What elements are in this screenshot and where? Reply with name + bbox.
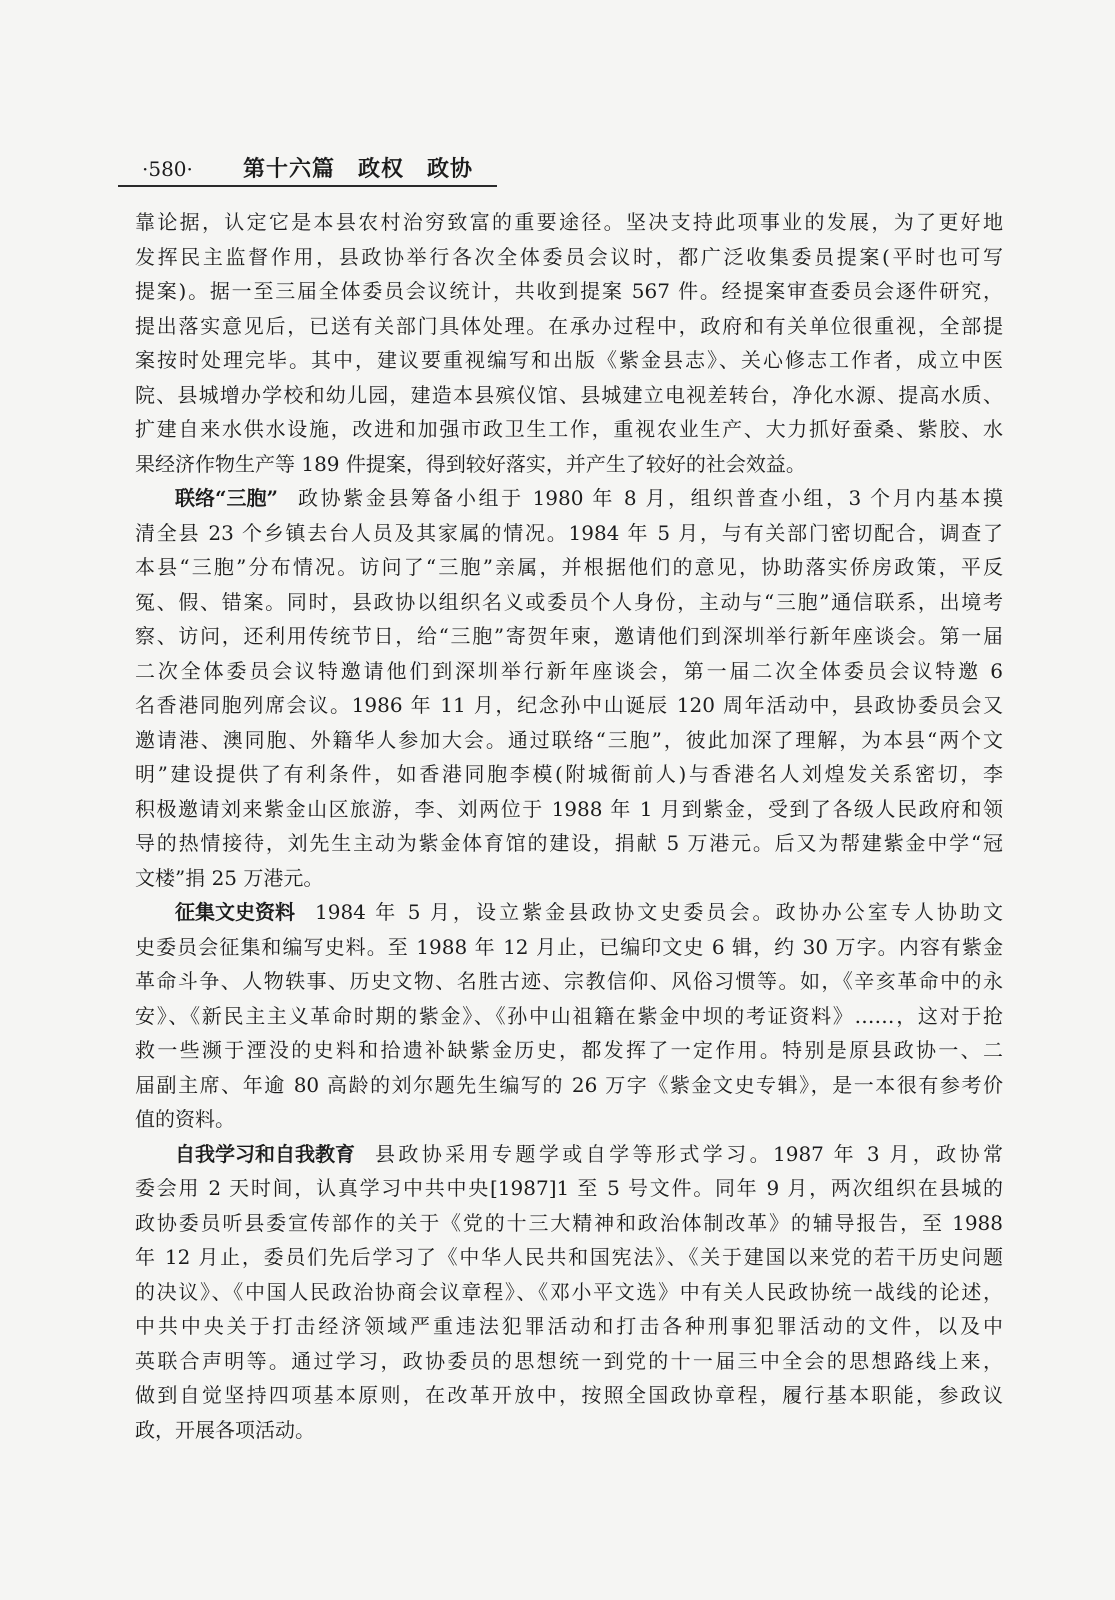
text-line: 案按时处理完毕。其中，建议要重视编写和出版《紫金县志》、关心修志工作者，成立中医	[135, 348, 1003, 372]
text-line: 靠论据，认定它是本县农村治穷致富的重要途径。坚决支持此项事业的发展，为了更好地	[135, 210, 1003, 234]
text-line: 政，开展各项活动。	[135, 1417, 315, 1442]
text-line: 导的热情接待，刘先生主动为紫金体育馆的建设，捐献 5 万港元。后又为帮建紫金中学“冠	[135, 831, 1003, 855]
text-line: 革命斗争、人物轶事、历史文物、名胜古迹、宗教信仰、风俗习惯等。如，《辛亥革命中的永	[135, 969, 1003, 993]
text-line-content: 1984 年 5 月，设立紫金县政协文史委员会。政协办公室专人协助文	[315, 900, 1003, 924]
page-number: ·580·	[142, 157, 193, 181]
text-line-content: 县政协采用专题学或自学等形式学习。1987 年 3 月，政协常	[375, 1141, 1003, 1166]
text-line: 文楼”捐 25 万港元。	[135, 865, 324, 890]
text-line: 发挥民主监督作用，县政协举行各次全体委员会议时，都广泛收集委员提案(平时也可写	[135, 244, 1003, 269]
text-line: 院、县城增办学校和幼儿园，建造本县殡仪馆、县城建立电视差转台，净化水源、提高水质、	[135, 382, 1003, 407]
text-line: 提案)。据一至三届全体委员会议统计，共收到提案 567 件。经提案审查委员会逐件研究，	[135, 279, 1003, 303]
section-heading: 征集文史资料	[175, 900, 295, 924]
text-line: 史委员会征集和编写史料。至 1988 年 12 月止，已编印文史 6 辑，约 30 万字。内容有紫金	[135, 934, 1003, 959]
body-text	[135, 205, 1003, 1447]
paragraph	[135, 481, 1003, 895]
text-line: 届副主席、年逾 80 高龄的刘尔题先生编写的 26 万字《紫金文史专辑》，是一本很有参考价	[135, 1072, 1003, 1097]
section-heading: 联络“三胞”	[175, 486, 279, 510]
text-line: 值的资料。	[135, 1107, 235, 1131]
text-line: 委会用 2 天时间，认真学习中共中央[1987]1 至 5 号文件。同年 9 月，两次组织在县城的	[135, 1176, 1003, 1200]
paragraph	[135, 895, 1003, 1137]
text-line: 中共中央关于打击经济领域严重违法犯罪活动和打击各种刑事犯罪活动的文件，以及中	[135, 1314, 1003, 1338]
text-line-content: 政协紫金县筹备小组于 1980 年 8 月，组织普查小组，3 个月内基本摸	[298, 486, 1003, 510]
text-line: 本县“三胞”分布情况。访问了“三胞”亲属，并根据他们的意见，协助落实侨房政策，平反	[135, 555, 1003, 579]
text-line: 果经济作物生产等 189 件提案，得到较好落实，并产生了较好的社会效益。	[135, 451, 806, 476]
text-line: 的决议》、《中国人民政治协商会议章程》、《邓小平文选》中有关人民政协统一战线的论述，	[135, 1279, 1003, 1304]
text-line: 明”建设提供了有利条件，如香港同胞李模(附城衙前人)与香港名人刘煌发关系密切，李	[135, 762, 1003, 786]
section-heading: 自我学习和自我教育	[175, 1141, 355, 1166]
text-line	[135, 895, 1003, 930]
text-line: 清全县 23 个乡镇去台人员及其家属的情况。1984 年 5 月，与有关部门密切配合，调查了	[135, 520, 1003, 545]
text-line	[135, 481, 1003, 516]
text-line: 二次全体委员会议特邀请他们到深圳举行新年座谈会，第一届二次全体委员会议特邀 6	[135, 658, 1003, 683]
text-line: 救一些濒于湮没的史料和拾遗补缺紫金历史，都发挥了一定作用。特别是原县政协一、二	[135, 1038, 1003, 1062]
running-header	[118, 154, 497, 187]
chapter-title: 第十六篇 政权 政协	[243, 156, 474, 182]
text-line: 扩建自来水供水设施，改进和加强市政卫生工作，重视农业生产、大力抓好蚕桑、紫胶、水	[135, 417, 1003, 441]
text-line: 年 12 月止，委员们先后学习了《中华人民共和国宪法》、《关于建国以来党的若干历史问题	[135, 1245, 1003, 1269]
text-line: 察、访问，还利用传统节日，给“三胞”寄贺年柬，邀请他们到深圳举行新年座谈会。第一届	[135, 624, 1003, 648]
text-line: 邀请港、澳同胞、外籍华人参加大会。通过联络“三胞”，彼此加深了理解，为本县“两个文	[135, 727, 1003, 752]
text-line: 英联合声明等。通过学习，政协委员的思想统一到党的十一届三中全会的思想路线上来，	[135, 1348, 1003, 1373]
text-line: 积极邀请刘来紫金山区旅游，李、刘两位于 1988 年 1 月到紫金，受到了各级人民政府和领	[135, 796, 1003, 821]
text-line: 冤、假、错案。同时，县政协以组织名义或委员个人身份，主动与“三胞”通信联系，出境考	[135, 589, 1003, 614]
paragraph	[135, 205, 1003, 481]
text-line: 做到自觉坚持四项基本原则，在改革开放中，按照全国政协章程，履行基本职能，参政议	[135, 1383, 1003, 1407]
text-line: 政协委员听县委宣传部作的关于《党的十三大精神和政治体制改革》的辅导报告，至 1988	[135, 1210, 1003, 1235]
text-line: 名香港同胞列席会议。1986 年 11 月，纪念孙中山诞辰 120 周年活动中，县政协委员会又	[135, 693, 1003, 717]
text-line: 提出落实意见后，已送有关部门具体处理。在承办过程中，政府和有关单位很重视，全部提	[135, 313, 1003, 338]
text-line	[135, 1137, 1003, 1172]
text-line: 安》、《新民主主义革命时期的紫金》、《孙中山祖籍在紫金中坝的考证资料》……，这对于抢	[135, 1003, 1003, 1028]
paragraph	[135, 1137, 1003, 1448]
